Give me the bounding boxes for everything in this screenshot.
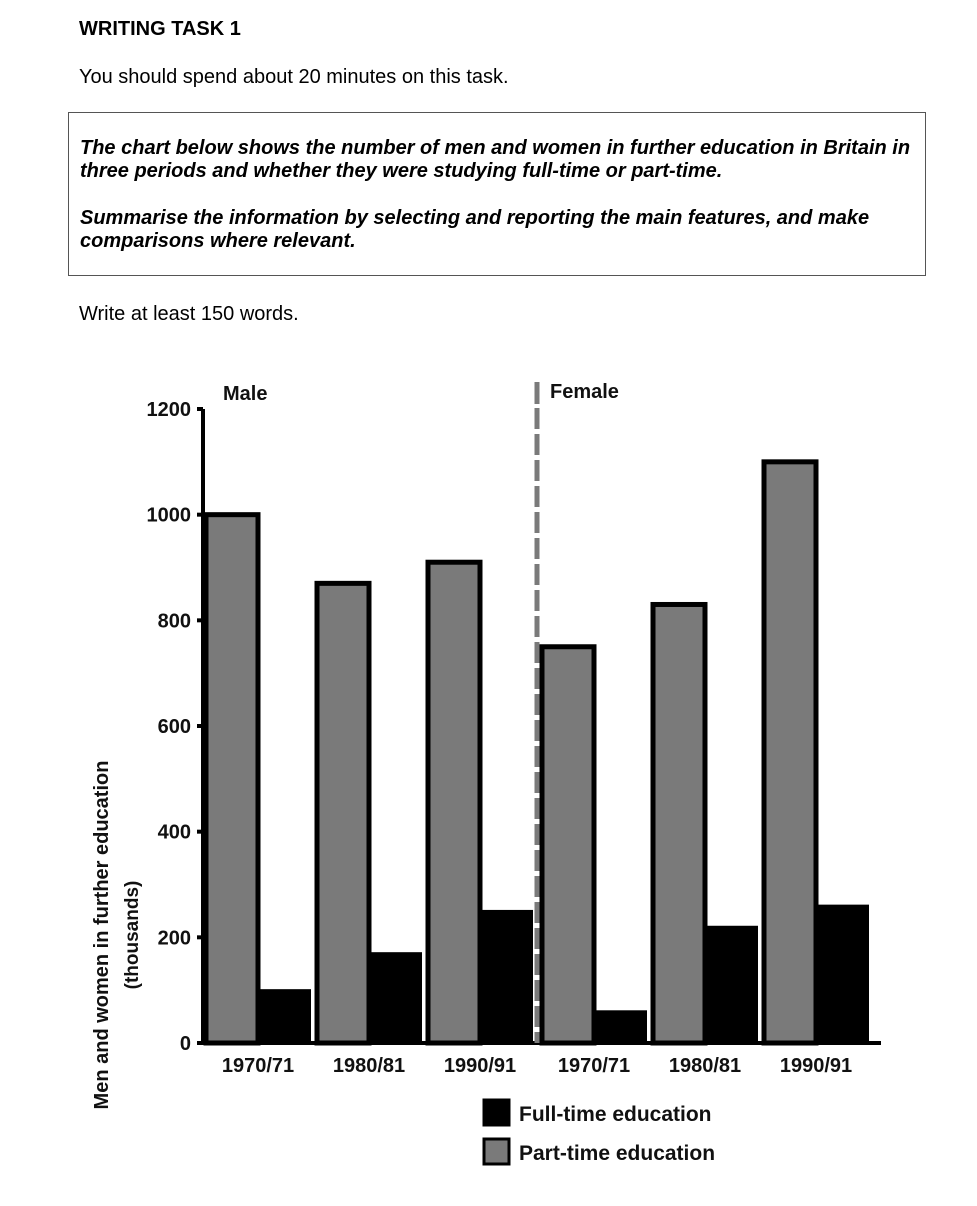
task-instruction: You should spend about 20 minutes on this task. [79,66,509,88]
group-label-male: Male [223,383,268,405]
x-tick-label: 1980/81 [668,1055,742,1077]
bar-full-time [480,911,532,1043]
x-tick-label: 1970/71 [557,1055,631,1077]
chart-legend [484,1100,715,1165]
task-prompt-description: The chart below shows the number of men and women in further education in Britain in three periods and whether they were studying full-time or part-time. [80,137,911,182]
bar-part-time [653,604,705,1043]
x-tick-label: 1990/91 [779,1055,853,1077]
bar-full-time [705,927,757,1043]
x-tick-label: 1970/71 [221,1055,295,1077]
y-tick-label: 1000 [146,504,191,527]
task-prompt-directive: Summarise the information by selecting and reporting the main features, and make comparisons where relevant. [80,207,870,252]
task-title: WRITING TASK 1 [79,18,241,40]
word-count-requirement: Write at least 150 words. [79,303,299,325]
bar-part-time [542,647,594,1043]
bar-full-time [816,906,868,1043]
y-tick-label: 600 [157,716,191,738]
legend-label-full-time: Full-time education [519,1103,712,1126]
bar-full-time [369,953,421,1043]
bar-part-time [317,583,369,1043]
y-tick-label: 400 [157,821,191,844]
bar-chart [0,360,977,1206]
x-tick-label: 1980/81 [332,1055,406,1077]
y-tick-label: 800 [157,610,191,633]
y-tick-label: 0 [179,1033,191,1055]
group-label-female: Female [550,381,619,403]
bar-full-time [594,1011,646,1043]
y-axis-unit: (thousands) [122,880,143,990]
y-axis-label: Men and women in further education [91,760,113,1110]
bar-part-time [206,515,258,1043]
legend-label-part-time: Part-time education [519,1142,716,1165]
task-prompt-box [68,112,926,276]
legend-swatch-full-time [484,1100,509,1125]
y-tick-label: 200 [157,927,191,950]
bar-full-time [258,990,310,1043]
x-tick-label: 1990/91 [443,1055,517,1077]
legend-swatch-part-time [484,1139,509,1164]
bar-part-time [764,462,816,1043]
bar-part-time [428,562,480,1043]
y-tick-label: 1200 [146,399,191,421]
